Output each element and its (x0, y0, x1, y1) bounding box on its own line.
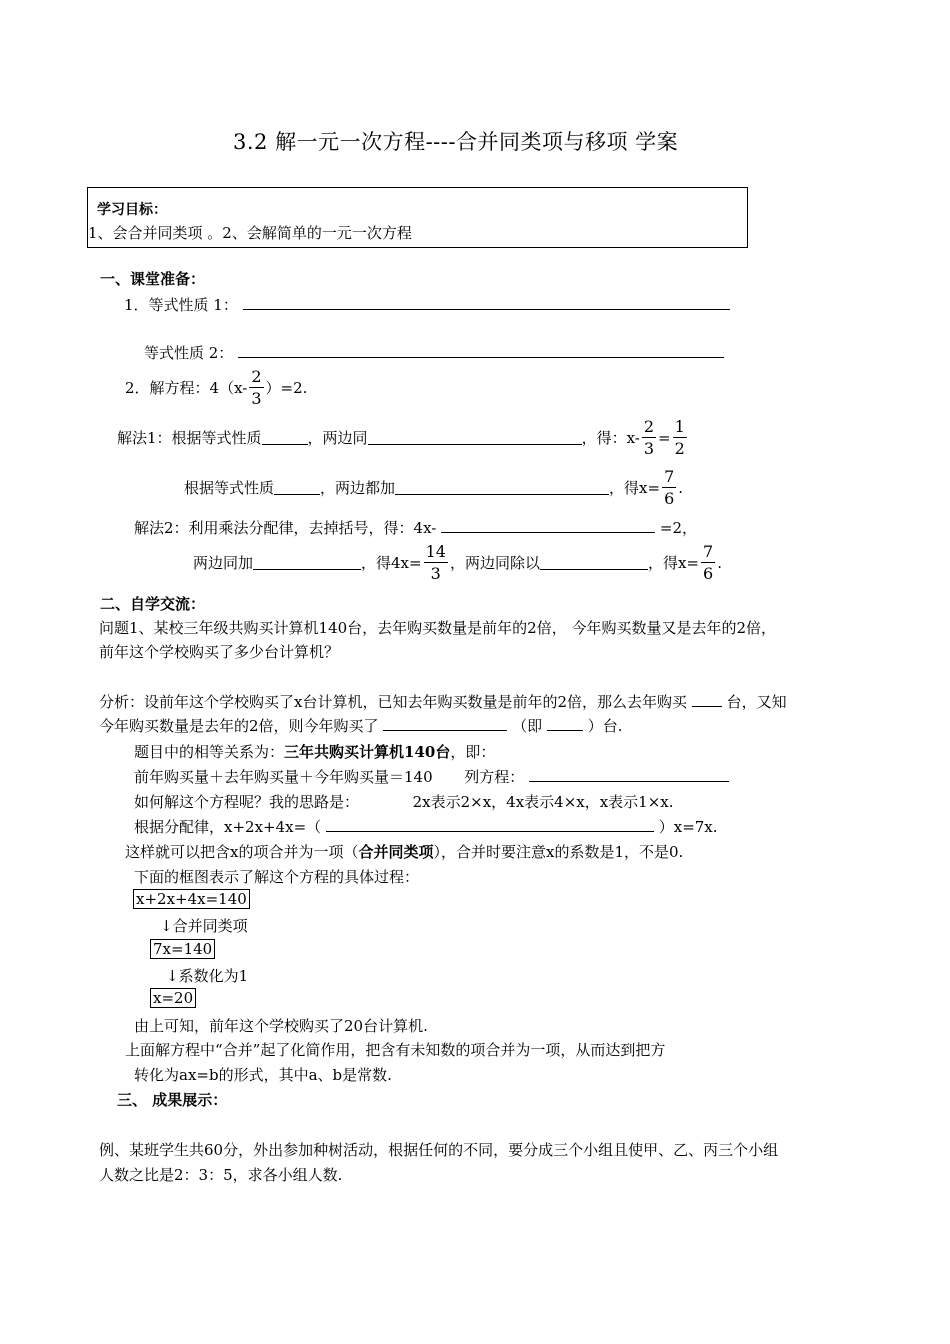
property1-label: 1．等式性质 1： (124, 296, 238, 314)
relation-text-c: ，即： (450, 743, 496, 761)
flow-step-coefficient: ↓系数化为1 (166, 967, 249, 985)
think-text-a: 如何解这个方程呢？我的思路是： (134, 793, 360, 811)
equation-text-b: 列方程： (464, 768, 525, 786)
section1-heading: 一、课堂准备： (100, 270, 206, 288)
method1-text-a: 解法1：根据等式性质 (117, 429, 262, 447)
method2-blank-divide[interactable] (540, 555, 648, 570)
method2-text-f: ，得x= (647, 554, 699, 572)
analysis-text-e: ）台. (587, 717, 623, 735)
method1-blank-property2[interactable] (274, 480, 320, 495)
method1-blank-property[interactable] (262, 430, 308, 445)
note-line1: 上面解方程中“合并”起了化简作用，把含有未知数的项合并为一项，从而达到把方 (125, 1041, 666, 1059)
learning-goals-box (87, 187, 748, 248)
example-line1: 例、某班学生共60分，外出参加种树活动，根据任何的不同，要分成三个小组且使甲、乙、丙三个小组 (99, 1141, 779, 1159)
fraction-numerator: 14 (425, 542, 446, 561)
method1-line1 (117, 416, 689, 459)
question1-line1: 问题1、某校三年级共购买计算机140台，去年购买数量是前年的2倍， 今年购买数量又是去年的2倍， (99, 619, 777, 637)
conclusion-line: 由上可知，前年这个学校购买了20台计算机. (134, 1017, 428, 1035)
property2-blank[interactable] (238, 343, 724, 358)
analysis-line2 (99, 715, 622, 736)
flow-step-combine: ↓合并同类项 (160, 917, 248, 935)
method2-text-g: . (717, 553, 722, 572)
method1-text-b: ，两边同 (307, 429, 368, 447)
analysis-blank-simplified[interactable] (547, 716, 583, 731)
property2-label: 等式性质 2： (144, 344, 234, 362)
fraction-14-3 (424, 541, 448, 584)
combine-line (125, 841, 683, 862)
fraction-numerator: 1 (674, 417, 685, 436)
think-line (134, 791, 674, 812)
analysis-blank-this-year[interactable] (383, 716, 507, 731)
method1-text-f: ，得x= (609, 479, 661, 497)
flow-box-solution: x=20 (150, 988, 196, 1008)
fraction-1-2 (673, 416, 687, 459)
method1-blank-operation[interactable] (368, 430, 582, 445)
flow-box-combined-equation: 7x=140 (150, 939, 215, 959)
method2-line2 (193, 541, 722, 584)
method1-blank-add[interactable] (395, 480, 609, 495)
equation-text-a: 前年购买量＋去年购买量＋今年购买量＝140 (134, 768, 433, 786)
fraction-numerator: 2 (251, 367, 262, 386)
fraction-denominator: 3 (430, 564, 441, 583)
fraction-numerator: 2 (643, 417, 655, 436)
analysis-text-c: 今年购买数量是去年的2倍，则今年购买了 (99, 717, 379, 735)
method1-text-d: 根据等式性质 (184, 479, 275, 497)
method1-text-e: ，两边都加 (320, 479, 396, 497)
think-text-b: 2x表示2×x，4x表示4×x，x表示1×x. (412, 793, 674, 811)
analysis-text-b: 台，又知 (726, 693, 787, 711)
flow-intro: 下面的框图表示了解这个方程的具体过程： (134, 868, 420, 886)
fraction-numerator: 7 (703, 542, 714, 561)
method2-blank-expand[interactable] (441, 518, 655, 533)
relation-text-a: 题目中的相等关系为： (134, 743, 285, 761)
solve-equation-line (125, 366, 307, 409)
property2-line (144, 342, 724, 363)
combine-text-c: ），合并时要注意x的系数是1，不是0. (433, 843, 684, 861)
method1-text-g: . (678, 478, 684, 497)
combine-text-b: 合并同类项 (358, 843, 434, 861)
section2-heading: 二、自学交流： (100, 595, 206, 613)
property1-line (124, 294, 730, 315)
method2-text-e: ，两边同除以 (449, 554, 540, 572)
fraction-denominator: 2 (674, 439, 685, 458)
flow-box-original-equation: x+2x+4x=140 (133, 889, 250, 909)
method2-text-a: 解法2：利用乘法分配律，去掉括号，得：4x- (134, 519, 437, 537)
solve-equation-suffix: ）=2. (265, 379, 308, 397)
relation-text-b: 三年共购买计算机140台 (284, 743, 451, 761)
distribution-text-a: 根据分配律，x+2x+4x=（ (134, 818, 322, 836)
method2-text-c: 两边同加 (193, 554, 254, 572)
equation-line (134, 766, 729, 787)
fraction-denominator: 6 (664, 489, 675, 508)
method1-line2 (184, 466, 683, 509)
note-line2: 转化为ax=b的形式，其中a、b是常数. (134, 1066, 392, 1084)
fraction-denominator: 3 (251, 389, 262, 408)
fraction-2-3 (642, 416, 656, 459)
example-line2: 人数之比是2：3：5，求各小组人数. (99, 1166, 343, 1184)
distribution-line (134, 816, 718, 837)
distribution-blank[interactable] (326, 817, 654, 832)
method2-blank-add[interactable] (253, 555, 361, 570)
section3-heading: 三、 成果展示： (117, 1091, 228, 1109)
method2-text-d: ，得4x= (361, 554, 422, 572)
fraction-numerator: 7 (664, 467, 675, 486)
distribution-text-b: ）x=7x. (658, 818, 718, 836)
method1-text-c: ，得：x- (581, 429, 640, 447)
analysis-line1 (99, 691, 787, 712)
method1-equals: = (658, 428, 671, 447)
analysis-blank-last-year[interactable] (692, 692, 722, 707)
analysis-text-a: 分析：设前年这个学校购买了x台计算机，已知去年购买数量是前年的2倍，那么去年购买 (99, 693, 688, 711)
goals-text: 1、会合并同类项 。2、会解简单的一元一次方程 (88, 224, 412, 242)
fraction-denominator: 6 (703, 564, 714, 583)
fraction-7-6 (662, 466, 676, 509)
relation-line (134, 741, 495, 762)
equation-blank[interactable] (529, 767, 729, 782)
page-title: 3.2 解一元一次方程----合并同类项与移项 学案 (233, 130, 679, 154)
question1-line2: 前年这个学校购买了多少台计算机？ (99, 643, 340, 661)
method2-line1 (134, 517, 697, 538)
fraction-denominator: 3 (643, 439, 655, 458)
fraction-2-3 (249, 366, 263, 409)
property1-blank[interactable] (243, 295, 730, 310)
goals-heading: 学习目标： (97, 202, 167, 218)
solve-equation-prefix: 2．解方程：4（x- (125, 379, 248, 397)
method2-text-b: =2， (659, 519, 698, 537)
fraction-7-6 (701, 541, 715, 584)
analysis-text-d: （即 (512, 717, 543, 735)
combine-text-a: 这样就可以把含x的项合并为一项（ (125, 843, 359, 861)
